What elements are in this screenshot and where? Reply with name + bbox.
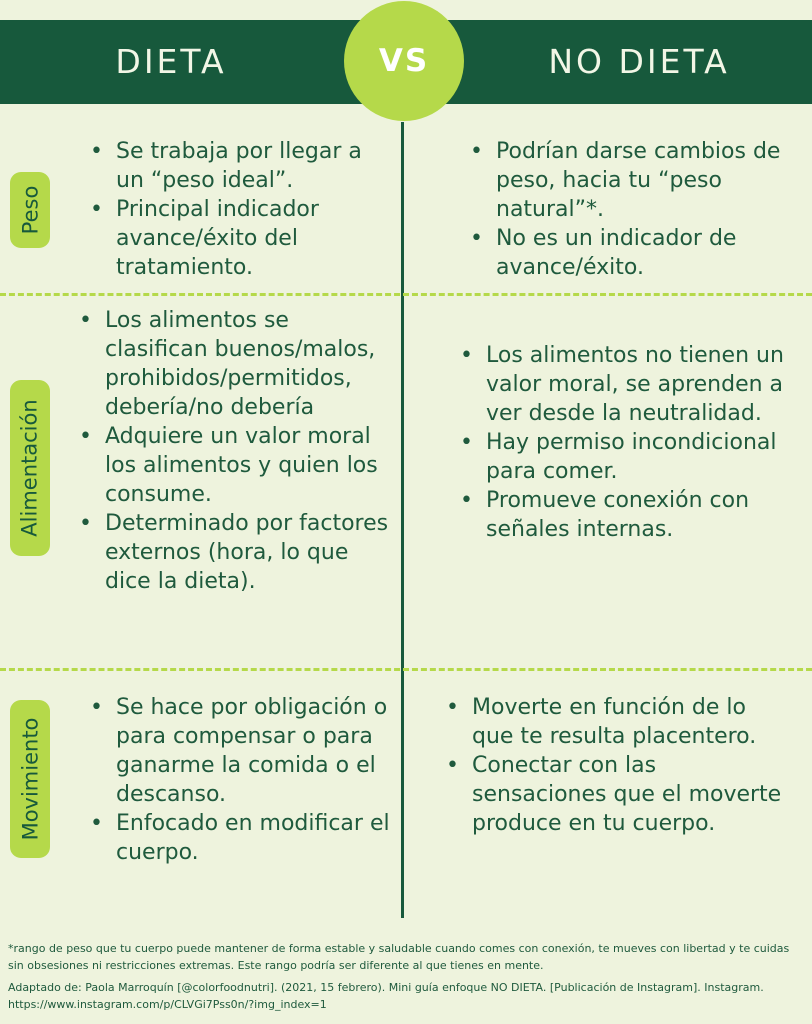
list-item: • Se trabaja por llegar a un “peso ideal”. [90,137,380,195]
header-title-no-dieta: NO DIETA [548,42,730,81]
footnote-source: Adaptado de: Paola Marroquín [@colorfoodnutri]. (2021, 15 febrero). Mini guía enfoque NO DIETA. [Publicación de Instagram]. Instagram. https://www.instagram.com/p/CLVGi7Pss0n/?img_index=1 [8,981,764,1011]
row-label-peso-text: Peso [18,185,42,235]
list-item: • Adquiere un valor moral los alimentos y quien los consume. [79,422,389,509]
list-item: • Se hace por obligación o para compensar o para ganarme la comida o el descanso. [90,693,390,809]
list-item: • Podrían darse cambios de peso, hacia tu “peso natural”*. [470,137,790,224]
row-divider-alimentacion [0,668,812,671]
row-label-alimentacion-text: Alimentación [18,399,42,537]
list-item: • Determinado por factores externos (hora, lo que dice la dieta). [79,509,389,596]
movimiento-dieta-list [90,693,390,867]
row-label-alimentacion [10,380,50,556]
list-item: • Conectar con las sensaciones que el moverte produce en tu cuerpo. [446,751,791,838]
list-item: • Los alimentos no tienen un valor moral, se aprenden a ver desde la neutralidad. [460,341,795,428]
movimiento-no-dieta-list [446,693,791,838]
peso-dieta-list [90,137,380,282]
list-item: • Promueve conexión con señales internas. [460,486,795,544]
peso-no-dieta-list [470,137,790,282]
alimentacion-no-dieta-list [460,341,795,544]
footnote-peso-natural: *rango de peso que tu cuerpo puede mantener de forma estable y saludable cuando comes con conexión, te mueves con libertad y te cuidas sin obsesiones ni restricciones extremas. Este rango podría ser diferente al que tienes en mente. [8,942,790,972]
row-label-movimiento [10,700,50,858]
row-divider-peso [0,293,812,296]
header-title-dieta: DIETA [115,42,227,81]
list-item: • Principal indicador avance/éxito del tratamiento. [90,195,380,282]
list-item: • Hay permiso incondicional para comer. [460,428,795,486]
list-item: • No es un indicador de avance/éxito. [470,224,790,282]
column-divider [401,122,404,918]
list-item: • Enfocado en modificar el cuerpo. [90,809,390,867]
list-item: • Moverte en función de lo que te resulta placentero. [446,693,791,751]
alimentacion-dieta-list [79,306,389,596]
list-item: • Los alimentos se clasifican buenos/malos, prohibidos/permitidos, debería/no debería [79,306,389,422]
row-label-peso [10,172,50,248]
vs-badge: VS [344,1,464,121]
row-label-movimiento-text: Movimiento [18,717,42,841]
